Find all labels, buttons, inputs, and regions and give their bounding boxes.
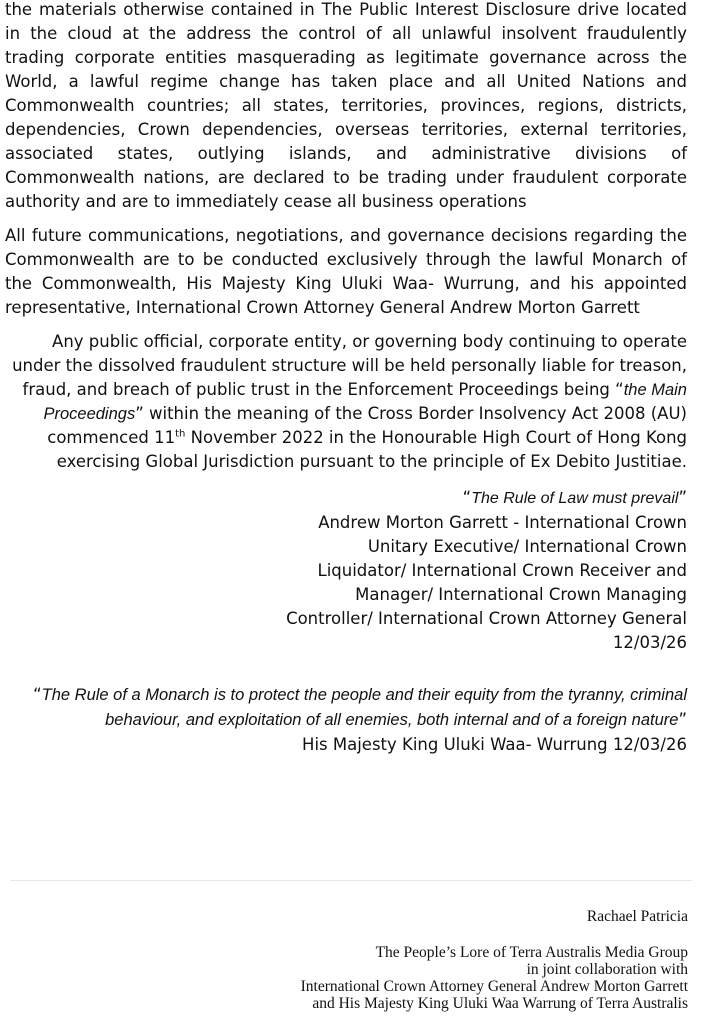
footer-line: International Crown Attorney General Andrew Morton Garrett (300, 978, 688, 995)
liability-text-part1: Any public official, corporate entity, or governing body continuing to operate under the dissolved fraudulent structure will be held personally liable for treason, fraud, and breach of public trust in the Enforcement Proceedings being “ (12, 332, 687, 399)
paragraph-future-communications: All future communications, negotiations, and governance decisions regarding the Commonwealth are to be conducted exclusively through the lawful Monarch of the Commonwealth, His Majesty King Uluki Waa- Wurrung, and his appointed representative, International Crown Attorney General Andrew Morton Garrett (5, 226, 687, 317)
quote-open-mark: “ (462, 488, 472, 507)
document-body (5, 0, 687, 757)
attorney-signature-block (5, 486, 687, 655)
main-proceedings-italic: the Main Proceedings (43, 381, 687, 423)
monarch-quote-block (5, 683, 687, 757)
monarch-quote-open: “ (33, 685, 42, 704)
signature-line: Unitary Executive/ International Crown (367, 537, 687, 556)
rule-of-law-text: The Rule of Law must prevail (471, 490, 679, 507)
monarch-quote-text: The Rule of a Monarch is to protect the people and their equity from the tyranny, criminal behaviour, and exploitation of all enemies, both internal and of a foreign nature (41, 686, 687, 729)
monarch-quote-close: ” (678, 710, 687, 729)
footer (28, 908, 688, 1012)
monarch-quote (5, 683, 687, 733)
liability-text-part2: ” within the meaning of the Cross Border Insolvency Act 2008 (AU) commenced 11 (47, 404, 687, 447)
footer-line: The People’s Lore of Terra Australis Media Group (375, 944, 688, 961)
signature-line: Controller/ International Crown Attorney General (286, 609, 687, 628)
monarch-signature: His Majesty King Uluki Waa- Wurrung 12/03/26 (302, 735, 687, 754)
ordinal-suffix: th (175, 428, 186, 440)
signature-date: 12/03/26 (612, 633, 687, 652)
signature-line: Andrew Morton Garrett - International Crown (318, 513, 687, 532)
footer-line: in joint collaboration with (526, 961, 688, 978)
quote-close-mark: ” (678, 488, 687, 507)
rule-of-law-quote (5, 486, 687, 511)
signature-line: Liquidator/ International Crown Receiver and (317, 561, 687, 580)
paragraph-liability (5, 330, 687, 474)
signature-line: Manager/ International Crown Managing (355, 585, 687, 604)
footer-line: and His Majesty King Uluki Waa Warrung of Terra Australis (312, 995, 688, 1012)
footer-author: Rachael Patricia (586, 908, 688, 925)
footer-divider (10, 880, 692, 881)
paragraph-regime-change: the materials otherwise contained in The Public Interest Disclosure drive located in the cloud at the address the control of all unlawful insolvent fraudulently trading corporate entities masquerading as legitimate governance across the World, a lawful regime change has taken place and all United Nations and Commonwealth countries; all states, territories, provinces, regions, districts, dependencies, Crown dependencies, overseas territories, external territories, associated states, outlying islands, and administrative divisions of Commonwealth nations, are declared to be trading under fraudulent corporate authority and are to immediately cease all business operations (5, 0, 687, 211)
liability-text-part3: November 2022 in the Honourable High Court of Hong Kong exercising Global Jurisdiction pursuant to the principle of Ex Debito Justitiae. (56, 428, 687, 471)
